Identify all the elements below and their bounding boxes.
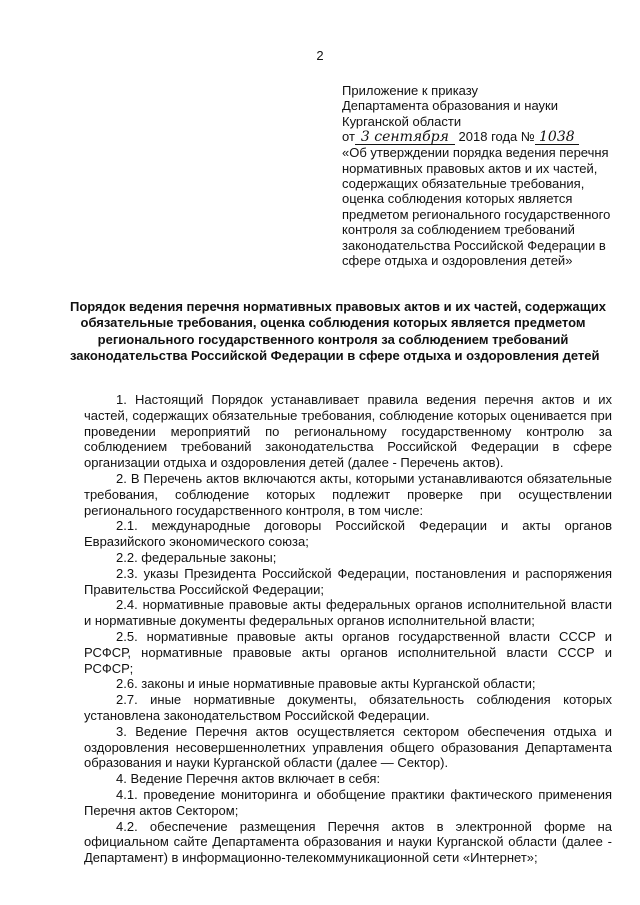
document-body (84, 392, 612, 866)
subject-line: «Об утверждении порядка ведения перечня (342, 145, 609, 161)
document-title (70, 299, 606, 364)
order-date-line (342, 129, 612, 145)
date-prefix: от (342, 129, 355, 145)
paragraph-4-1: 4.1. проведение мониторинга и обобщение практики фактического применения Перечня актов Сектором; (84, 786, 612, 818)
subject-line: контроля за соблюдением требований (342, 222, 575, 238)
title-line: законодательства Российской Федерации в сфере отдыха и оздоровления детей (70, 347, 600, 363)
page-number: 2 (316, 48, 324, 63)
appendix-line-3: Курганской области (342, 113, 462, 129)
title-line: обязательные требования, оценка соблюдения которых является предметом (80, 315, 586, 331)
paragraph-4: 4. Ведение Перечня актов включает в себя: (116, 771, 381, 787)
date-suffix: 2018 года № (458, 129, 535, 145)
subject-line: нормативных правовых актов и их частей, (342, 160, 598, 176)
paragraph-2-4: 2.4. нормативные правовые акты федеральных органов исполнительной власти и нормативные документы федеральных органов исполнительной власти; (84, 597, 612, 629)
subject-line: предметом регионального государственного (342, 206, 611, 222)
handwritten-order-number: 1038 (535, 131, 579, 145)
paragraph-3: 3. Ведение Перечня актов осуществляется сектором обеспечения отдыха и оздоровления несовершеннолетних управления общего образования Департамента образования и науки Курганской области (далее — Сектор). (84, 723, 612, 771)
paragraph-2-2: 2.2. федеральные законы; (116, 549, 277, 565)
subject-line: законодательства Российской Федерации в (342, 237, 606, 253)
paragraph-2-1: 2.1. международные договоры Российской Федерации и акты органов Евразийского экономического союза; (84, 518, 612, 550)
subject-line: оценка соблюдения которых является (342, 191, 573, 207)
title-line: регионального государственного контроля за соблюдением требований (97, 331, 569, 347)
title-line: Порядок ведения перечня нормативных правовых актов и их частей, содержащих (70, 299, 606, 314)
paragraph-2: 2. В Перечень актов включаются акты, которыми устанавливаются обязательные требования, соблюдение которых подлежит проверке при осуществлении регионального государственного контроля, в том числе: (84, 470, 612, 518)
paragraph-2-7: 2.7. иные нормативные документы, обязательность соблюдения которых установлена законодательством Российской Федерации. (84, 692, 612, 723)
paragraph-4-2: 4.2. обеспечение размещения Перечня актов в электронной форме на официальном сайте Департамента образования и науки Курганской области (далее - Департамент) в информационно-телекоммуникационной сети «Интернет»; (84, 818, 612, 866)
paragraph-2-5: 2.5. нормативные правовые акты органов государственной власти СССР и РСФСР, нормативные правовые акты органов исполнительной власти СССР и РСФСР; (84, 628, 612, 676)
paragraph-2-3: 2.3. указы Президента Российской Федерации, постановления и распоряжения Правительства Российской Федерации; (84, 565, 612, 597)
appendix-header (342, 83, 612, 268)
appendix-line-1: Приложение к приказу (342, 83, 479, 98)
paragraph-2-6: 2.6. законы и иные нормативные правовые акты Курганской области; (116, 676, 536, 692)
handwritten-date: 3 сентября (355, 131, 455, 145)
subject-line: содержащих обязательные требования, (342, 176, 585, 192)
appendix-line-2: Департамента образования и науки (342, 98, 558, 114)
paragraph-1: 1. Настоящий Порядок устанавливает правила ведения перечня актов и их частей, содержащих обязательные требования, соблюдение которых оценивается при проведении мероприятий по региональному государственному контролю за соблюдением требований законодательства Российской Федерации в сфере организации отдыха и оздоровления детей (далее - Перечень актов). (84, 392, 612, 471)
subject-line: сфере отдыха и оздоровления детей» (342, 253, 573, 269)
